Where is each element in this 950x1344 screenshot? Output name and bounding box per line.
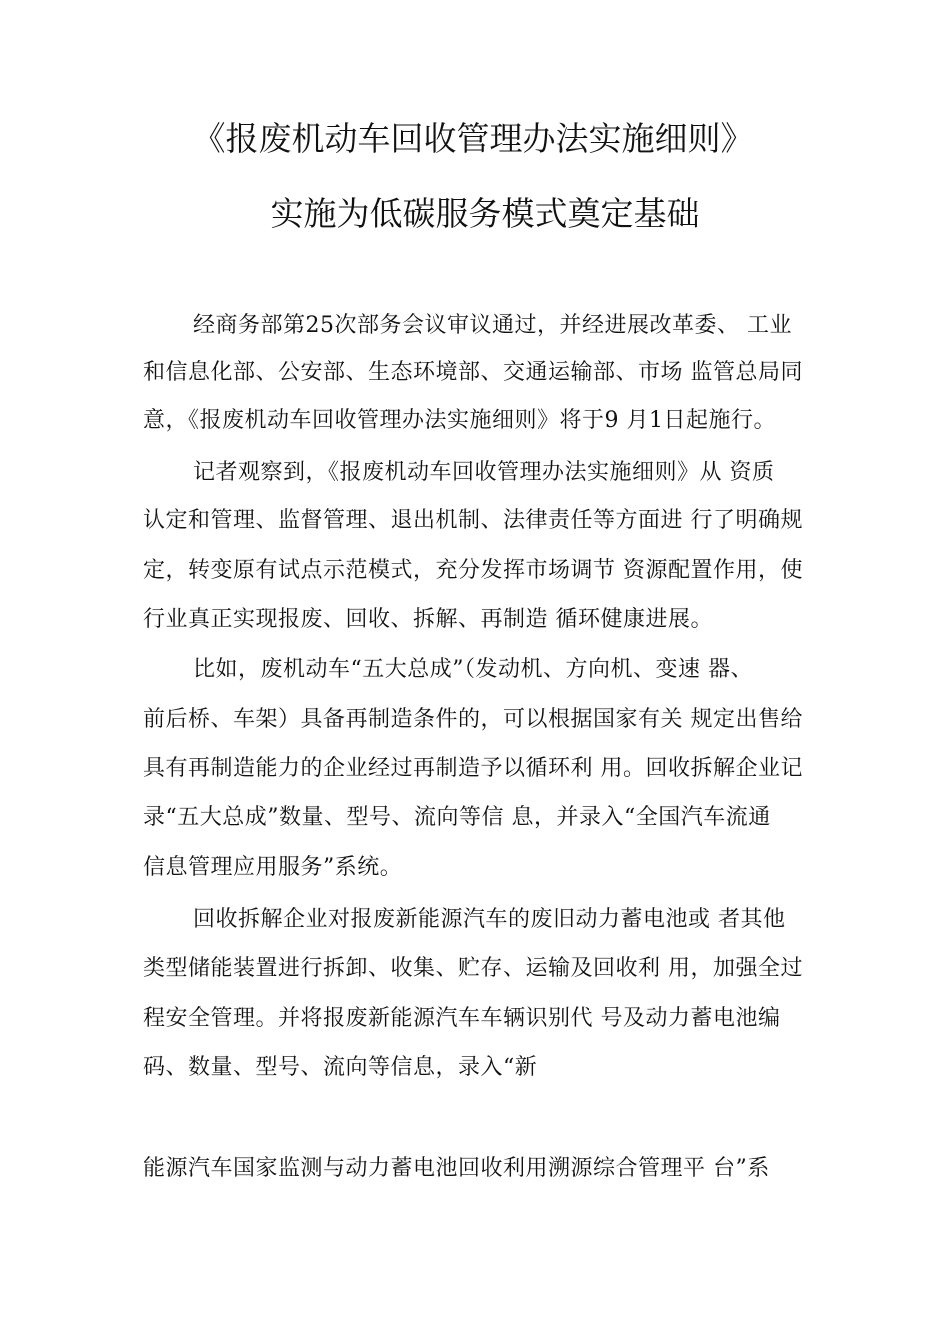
paragraph-2-line-3: 定，转变原有试点示范模式，充分发挥市场调节 资源配置作用，使 bbox=[143, 558, 803, 583]
paragraph-3-line-1: 比如，废机动车“五大总成”（发动机、方向机、变速 器、 bbox=[193, 657, 753, 682]
paragraph-2-line-4: 行业真正实现报废、回收、拆解、再制造 循环健康进展。 bbox=[143, 607, 713, 632]
document-title-line-1: 《报废机动车回收管理办法实施细则》 bbox=[192, 119, 754, 158]
paragraph-4-line-3: 程安全管理。并将报废新能源汽车车辆识别代 号及动力蓄电池编 bbox=[143, 1006, 781, 1031]
paragraph-3-line-2: 前后桥、车架）具备再制造条件的，可以根据国家有关 规定出售给 bbox=[143, 707, 803, 732]
paragraph-3-line-3: 具有再制造能力的企业经过再制造予以循环利 用。回收拆解企业记 bbox=[143, 756, 803, 781]
paragraph-3-line-4: 录“五大总成”数量、型号、流向等信 息，并录入“全国汽车流通 bbox=[143, 805, 771, 830]
paragraph-4-line-4: 码、数量、型号、流向等信息，录入“新 bbox=[143, 1055, 538, 1080]
paragraph-4-line-1: 回收拆解企业对报废新能源汽车的废旧动力蓄电池或 者其他 bbox=[193, 907, 786, 932]
paragraph-2-line-1: 记者观察到，《报废机动车回收管理办法实施细则》从 资质 bbox=[193, 460, 775, 485]
paragraph-1-line-1: 经商务部第25次部务会议审议通过，并经进展改革委、 工业 bbox=[193, 313, 792, 338]
paragraph-1-line-2: 和信息化部、公安部、生态环境部、交通运输部、市场 监管总局同 bbox=[143, 360, 803, 385]
paragraph-3-line-5: 信息管理应用服务”系统。 bbox=[143, 855, 403, 880]
paragraph-4-line-5: 能源汽车国家监测与动力蓄电池回收利用溯源综合管理平 台”系 bbox=[143, 1156, 770, 1181]
paragraph-4-line-2: 类型储能装置进行拆卸、收集、贮存、运输及回收利 用，加强全过 bbox=[143, 956, 803, 981]
document-title-line-2: 实施为低碳服务模式奠定基础 bbox=[270, 194, 700, 233]
paragraph-1-line-3: 意，《报废机动车回收管理办法实施细则》将于9 月1日起施行。 bbox=[143, 408, 776, 433]
paragraph-2-line-2: 认定和管理、监督管理、退出机制、法律责任等方面进 行了明确规 bbox=[143, 508, 803, 533]
